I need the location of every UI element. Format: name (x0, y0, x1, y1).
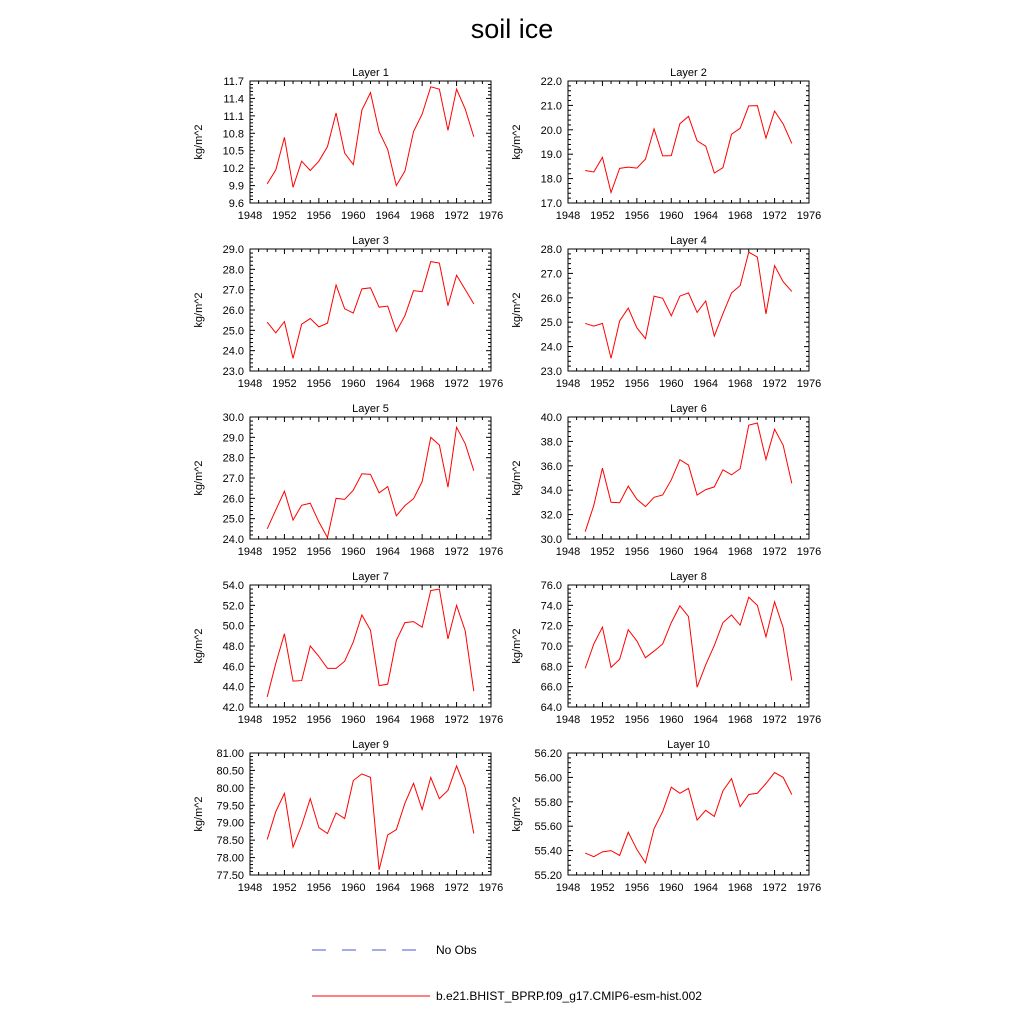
y-tick-label: 9.6 (228, 198, 244, 210)
y-tick-label: 27.0 (222, 284, 244, 297)
y-tick-label: 78.00 (216, 852, 244, 865)
y-tick-label: 55.20 (534, 870, 562, 882)
x-tick-label: 1960 (341, 882, 366, 894)
y-tick-label: 80.50 (216, 765, 244, 778)
y-tick-label: 66.0 (540, 681, 562, 694)
panel-frame (568, 585, 809, 707)
y-tick-label: 76.0 (540, 580, 562, 592)
y-axis-label: kg/m^2 (193, 292, 205, 328)
x-tick-label: 1972 (762, 714, 787, 726)
x-tick-label: 1964 (375, 714, 400, 726)
x-tick-label: 1968 (409, 546, 435, 558)
panel-frame (568, 753, 809, 875)
y-tick-label: 38.0 (540, 436, 562, 449)
panel-frame (250, 417, 491, 539)
x-tick-label: 1956 (306, 546, 332, 558)
panel-layer-1 (193, 67, 503, 222)
x-tick-label: 1948 (555, 378, 581, 390)
x-tick-label: 1948 (237, 546, 263, 558)
y-tick-label: 74.0 (540, 600, 562, 613)
y-tick-label: 30.0 (540, 534, 562, 546)
series-line (267, 262, 474, 359)
x-tick-label: 1968 (727, 882, 753, 894)
x-tick-label: 1956 (306, 378, 332, 390)
y-tick-label: 79.50 (216, 800, 244, 813)
panel-title: Layer 1 (352, 67, 389, 79)
y-tick-label: 42.0 (222, 702, 244, 714)
panel-frame (250, 249, 491, 371)
y-tick-label: 30.0 (222, 412, 244, 424)
x-tick-label: 1964 (375, 546, 400, 558)
y-tick-label: 56.00 (534, 772, 562, 785)
panel-layer-10 (511, 739, 821, 894)
y-tick-label: 78.50 (216, 835, 244, 848)
y-tick-label: 81.00 (216, 748, 244, 760)
x-tick-label: 1964 (693, 714, 718, 726)
panel-layer-5 (193, 403, 503, 558)
y-tick-label: 11.7 (223, 76, 244, 88)
x-tick-label: 1948 (237, 882, 263, 894)
y-tick-label: 40.0 (540, 412, 562, 424)
y-tick-label: 24.0 (222, 534, 244, 546)
x-tick-label: 1968 (727, 210, 753, 222)
x-tick-label: 1964 (693, 546, 718, 558)
panel-title: Layer 2 (670, 67, 707, 79)
legend-model-label: b.e21.BHIST_BPRP.f09_g17.CMIP6-esm-hist.002 (436, 989, 702, 1003)
y-tick-label: 22.0 (540, 76, 562, 88)
x-tick-label: 1952 (272, 546, 297, 558)
x-tick-label: 1976 (796, 882, 822, 894)
x-tick-label: 1960 (341, 546, 366, 558)
x-tick-label: 1956 (624, 210, 650, 222)
x-tick-label: 1964 (375, 882, 400, 894)
panel-layer-4 (511, 235, 821, 390)
y-tick-label: 24.0 (540, 341, 562, 354)
x-tick-label: 1956 (624, 546, 650, 558)
x-tick-label: 1964 (693, 378, 718, 390)
y-tick-label: 48.0 (222, 641, 244, 653)
y-tick-label: 18.0 (540, 173, 562, 186)
x-tick-label: 1956 (306, 210, 332, 222)
y-axis-label: kg/m^2 (193, 460, 205, 496)
x-tick-label: 1952 (590, 210, 615, 222)
x-tick-label: 1948 (237, 210, 263, 222)
panel-title: Layer 3 (352, 235, 389, 247)
x-tick-label: 1960 (659, 210, 684, 222)
x-tick-label: 1952 (272, 210, 297, 222)
y-axis-label: kg/m^2 (511, 796, 523, 832)
x-tick-label: 1976 (796, 714, 822, 726)
panel-title: Layer 7 (352, 571, 389, 583)
y-tick-label: 25.0 (222, 513, 244, 526)
x-tick-label: 1960 (341, 210, 366, 222)
y-tick-label: 50.0 (222, 620, 244, 633)
x-tick-label: 1960 (659, 882, 684, 894)
y-tick-label: 28.0 (222, 264, 244, 277)
y-tick-label: 11.1 (223, 110, 244, 123)
x-tick-label: 1952 (272, 882, 297, 894)
x-tick-label: 1960 (659, 378, 684, 390)
y-tick-label: 55.40 (534, 845, 562, 858)
x-tick-label: 1960 (341, 714, 366, 726)
y-axis-label: kg/m^2 (511, 124, 523, 160)
series-line (585, 252, 792, 358)
x-tick-label: 1968 (727, 378, 753, 390)
y-tick-label: 77.50 (216, 870, 244, 882)
y-tick-label: 72.0 (540, 620, 562, 633)
x-tick-label: 1968 (409, 882, 435, 894)
x-tick-label: 1948 (555, 210, 581, 222)
x-tick-label: 1948 (555, 714, 581, 726)
x-tick-label: 1956 (624, 714, 650, 726)
panel-layer-8 (511, 571, 821, 726)
y-axis-label: kg/m^2 (193, 124, 205, 160)
y-tick-label: 23.0 (222, 366, 244, 378)
y-tick-label: 56.20 (534, 748, 562, 760)
y-axis-label: kg/m^2 (193, 628, 205, 664)
y-tick-label: 26.0 (540, 292, 562, 305)
x-tick-label: 1960 (659, 546, 684, 558)
x-tick-label: 1964 (375, 210, 400, 222)
figure-title: soil ice (470, 14, 554, 44)
y-tick-label: 21.0 (540, 100, 562, 113)
y-tick-label: 64.0 (540, 702, 562, 714)
series-line (585, 423, 792, 532)
series-line (267, 87, 474, 188)
y-tick-label: 11.4 (223, 93, 244, 106)
y-tick-label: 24.0 (222, 345, 244, 358)
y-tick-label: 10.2 (222, 163, 244, 176)
panel-title: Layer 9 (352, 739, 389, 751)
x-tick-label: 1952 (590, 378, 615, 390)
panel-layer-2 (511, 67, 821, 222)
x-tick-label: 1976 (478, 210, 504, 222)
y-axis-label: kg/m^2 (511, 460, 523, 496)
x-tick-label: 1964 (375, 378, 400, 390)
y-axis-label: kg/m^2 (193, 796, 205, 832)
y-tick-label: 32.0 (540, 509, 562, 522)
panel-title: Layer 8 (670, 571, 707, 583)
x-tick-label: 1976 (478, 882, 504, 894)
y-tick-label: 27.0 (540, 268, 562, 281)
x-tick-label: 1956 (306, 882, 332, 894)
y-tick-label: 10.5 (222, 145, 244, 158)
panel-layer-3 (193, 235, 503, 390)
x-tick-label: 1960 (341, 378, 366, 390)
x-tick-label: 1948 (555, 546, 581, 558)
x-tick-label: 1976 (478, 714, 504, 726)
x-tick-label: 1948 (237, 714, 263, 726)
x-tick-label: 1972 (762, 378, 787, 390)
panel-title: Layer 5 (352, 403, 389, 415)
x-tick-label: 1968 (727, 546, 753, 558)
x-tick-label: 1972 (444, 210, 469, 222)
x-tick-label: 1972 (762, 882, 787, 894)
x-tick-label: 1976 (796, 546, 822, 558)
series-line (585, 597, 792, 687)
x-tick-label: 1952 (590, 882, 615, 894)
x-tick-label: 1952 (590, 714, 615, 726)
x-tick-label: 1948 (237, 378, 263, 390)
series-line (267, 427, 474, 537)
panel-frame (568, 81, 809, 203)
x-tick-label: 1976 (478, 546, 504, 558)
panel-layer-9 (193, 739, 503, 894)
x-tick-label: 1964 (693, 882, 718, 894)
x-tick-label: 1972 (444, 378, 469, 390)
y-tick-label: 54.0 (222, 580, 244, 592)
panel-frame (568, 249, 809, 371)
panel-title: Layer 10 (667, 739, 710, 751)
y-axis-label: kg/m^2 (511, 292, 523, 328)
y-tick-label: 26.0 (222, 305, 244, 317)
y-tick-label: 26.0 (222, 493, 244, 506)
y-tick-label: 10.8 (222, 128, 244, 141)
y-axis-label: kg/m^2 (511, 628, 523, 664)
y-tick-label: 68.0 (540, 661, 562, 674)
x-tick-label: 1976 (796, 378, 822, 390)
panel-title: Layer 4 (670, 235, 707, 247)
y-tick-label: 55.80 (534, 796, 562, 809)
x-tick-label: 1968 (409, 378, 435, 390)
x-tick-label: 1976 (796, 210, 822, 222)
y-tick-label: 25.0 (222, 325, 244, 338)
y-tick-label: 19.0 (540, 149, 562, 162)
x-tick-label: 1952 (590, 546, 615, 558)
series-line (267, 589, 474, 697)
y-tick-label: 28.0 (222, 452, 244, 465)
y-tick-label: 28.0 (540, 244, 562, 256)
x-tick-label: 1956 (306, 714, 332, 726)
y-tick-label: 29.0 (222, 432, 244, 445)
y-tick-label: 17.0 (540, 198, 562, 210)
x-tick-label: 1948 (555, 882, 581, 894)
legend-no-obs-label: No Obs (436, 943, 477, 957)
x-tick-label: 1972 (444, 882, 469, 894)
y-tick-label: 25.0 (540, 317, 562, 330)
y-tick-label: 44.0 (222, 681, 244, 694)
x-tick-label: 1972 (444, 546, 469, 558)
x-tick-label: 1960 (659, 714, 684, 726)
x-tick-label: 1952 (272, 714, 297, 726)
x-tick-label: 1956 (624, 882, 650, 894)
y-tick-label: 55.60 (534, 821, 562, 834)
y-tick-label: 79.00 (216, 817, 244, 830)
x-tick-label: 1968 (409, 714, 435, 726)
y-tick-label: 20.0 (540, 124, 562, 137)
x-tick-label: 1972 (762, 210, 787, 222)
panel-layer-6 (511, 403, 821, 558)
x-tick-label: 1972 (762, 546, 787, 558)
x-tick-label: 1964 (693, 210, 718, 222)
y-tick-label: 29.0 (222, 244, 244, 256)
x-tick-label: 1956 (624, 378, 650, 390)
series-line (267, 766, 474, 870)
x-tick-label: 1972 (444, 714, 469, 726)
x-tick-label: 1976 (478, 378, 504, 390)
y-tick-label: 27.0 (222, 473, 244, 485)
y-tick-label: 9.9 (228, 180, 244, 193)
y-tick-label: 52.0 (222, 600, 244, 613)
y-tick-label: 80.00 (216, 782, 244, 795)
panel-layer-7 (193, 571, 503, 726)
x-tick-label: 1952 (272, 378, 297, 390)
y-tick-label: 36.0 (540, 460, 562, 473)
x-tick-label: 1968 (727, 714, 753, 726)
y-tick-label: 46.0 (222, 661, 244, 674)
y-tick-label: 70.0 (540, 641, 562, 653)
y-tick-label: 34.0 (540, 485, 562, 498)
series-line (585, 106, 792, 193)
panel-title: Layer 6 (670, 403, 707, 415)
x-tick-label: 1968 (409, 210, 435, 222)
series-line (585, 773, 792, 863)
y-tick-label: 23.0 (540, 366, 562, 378)
